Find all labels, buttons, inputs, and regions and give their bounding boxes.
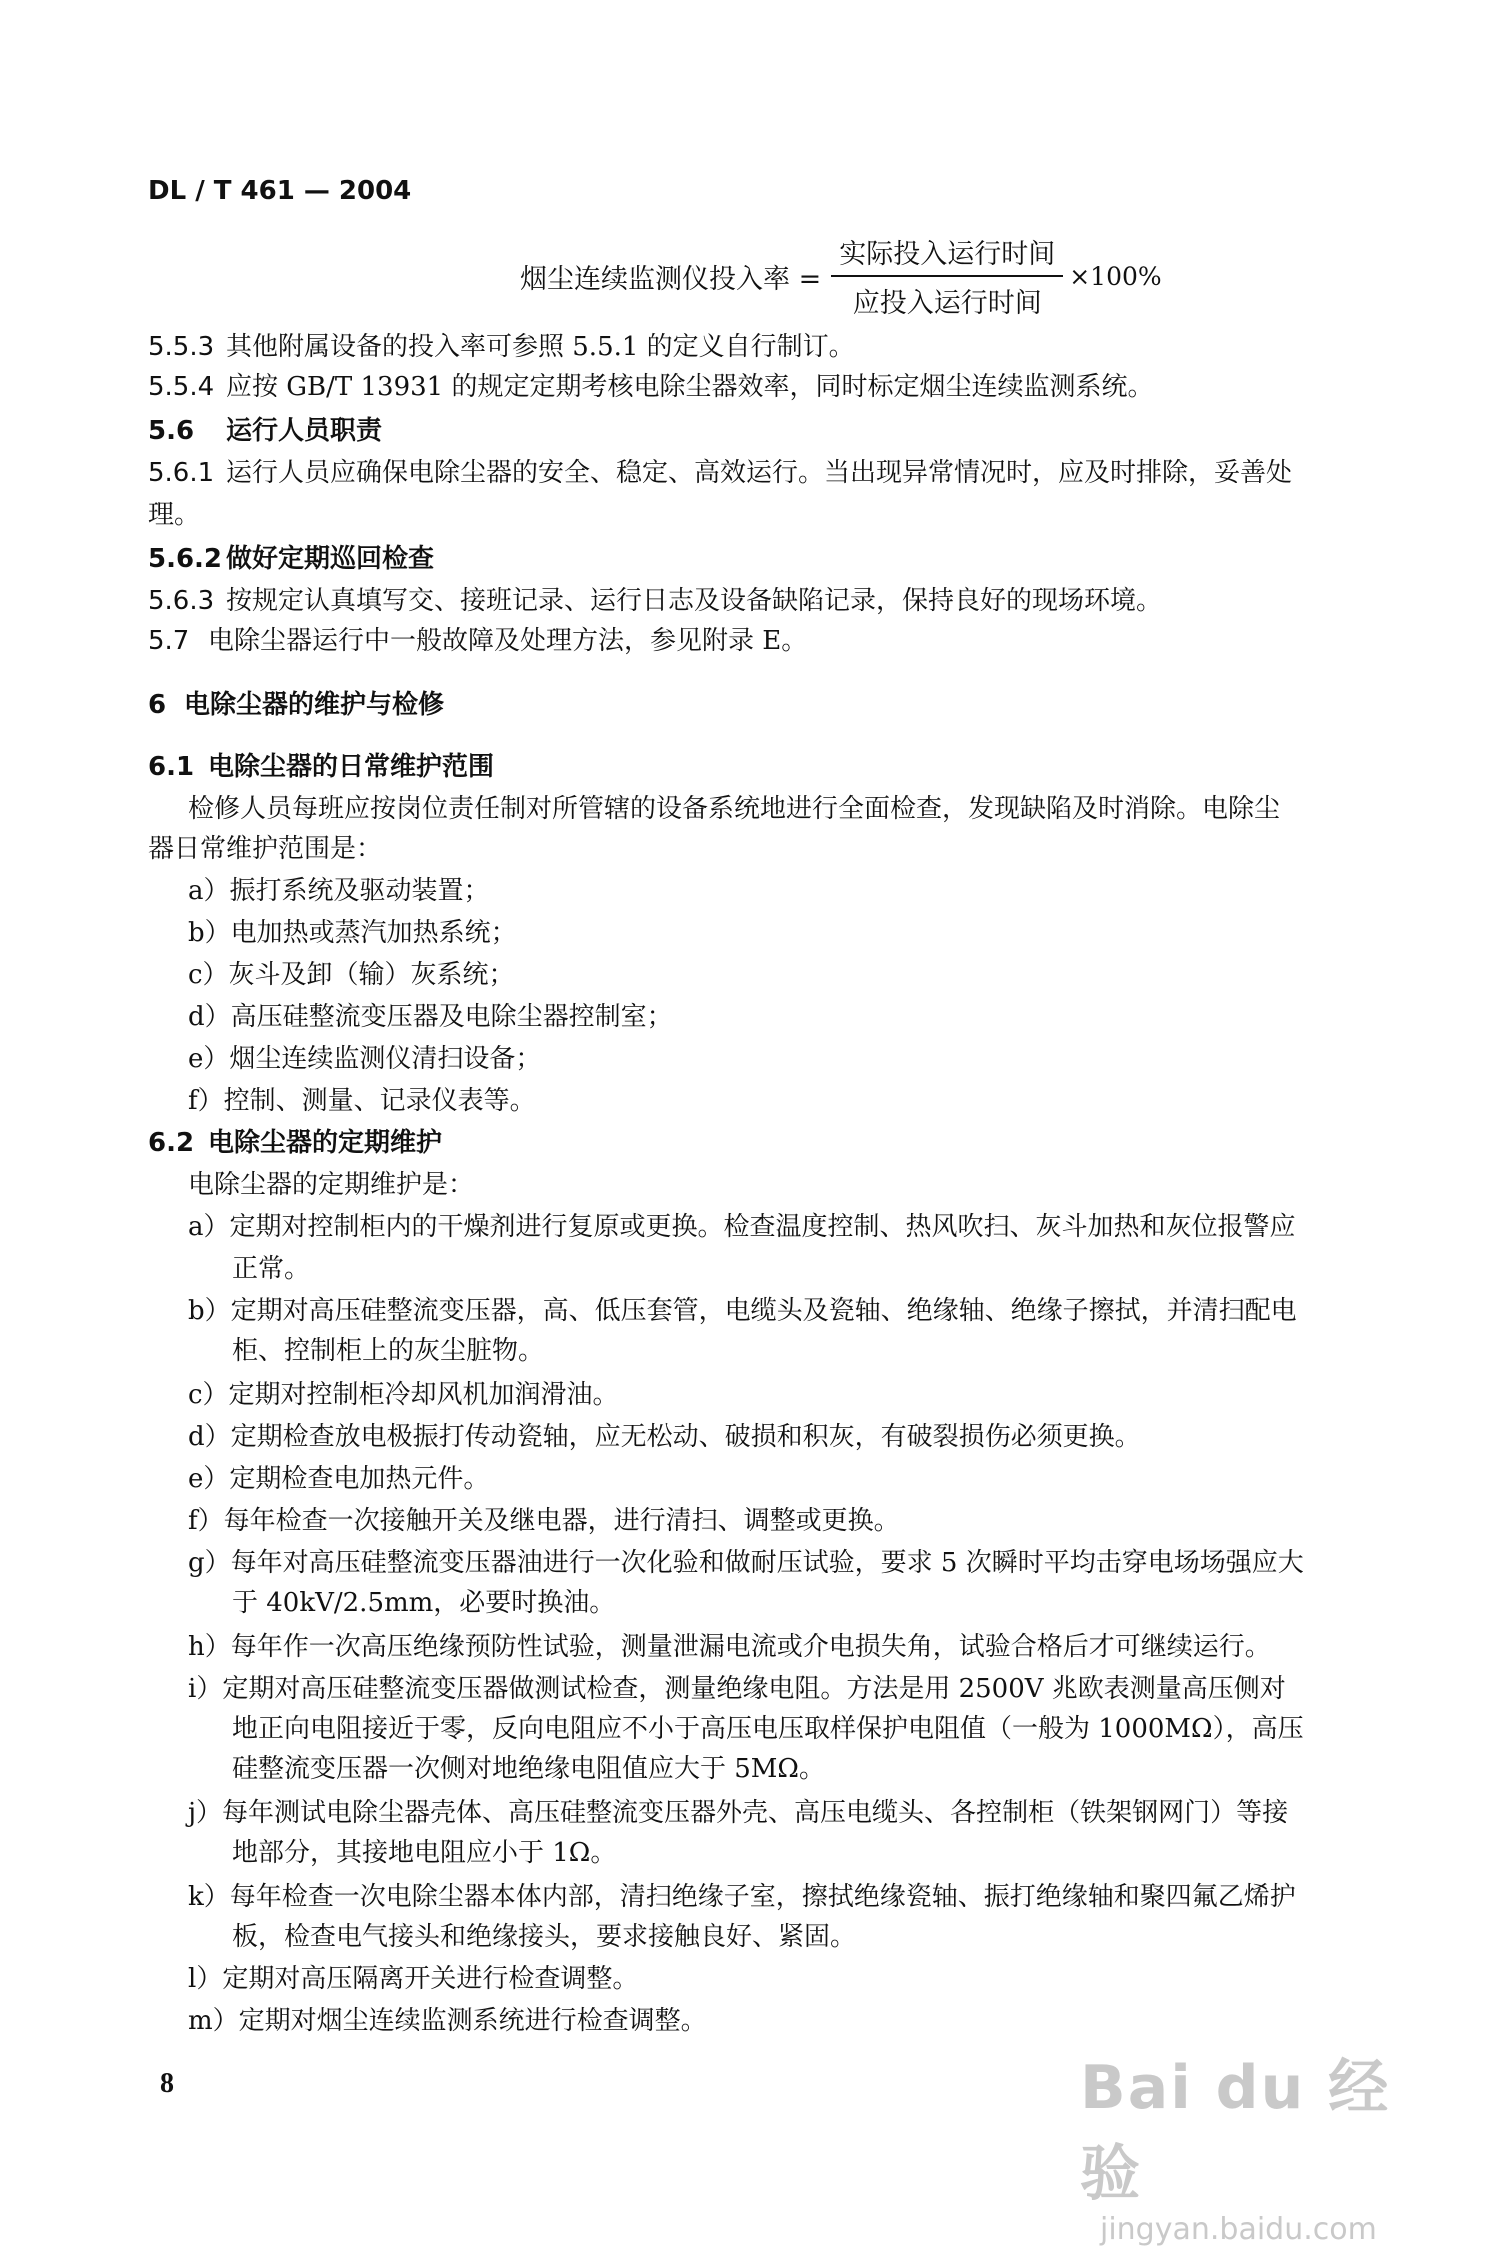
maint-item-j: j）每年测试电除尘器壳体、高压硅整流变压器外壳、高压电缆头、各控制柜（铁架钢网门）等接 [188, 1798, 1289, 1828]
paragraph-6-1: 检修人员每班应按岗位责任制对所管辖的设备系统地进行全面检查，发现缺陷及时消除。电除尘 [188, 794, 1281, 824]
clause-5-6-2: 5.6.2 做好定期巡回检查 [148, 544, 435, 574]
maint-item-a-cont: 正常。 [232, 1254, 311, 1284]
clause-5-6-3: 5.6.3 按规定认真填写交、接班记录、运行日志及设备缺陷记录，保持良好的现场环境。 [148, 586, 1163, 616]
maint-item-h: h）每年作一次高压绝缘预防性试验，测量泄漏电流或介电损失角，试验合格后才可继续运行。 [188, 1632, 1271, 1662]
maint-item-b-cont: 柜、控制柜上的灰尘脏物。 [232, 1336, 545, 1366]
maint-item-e: e）定期检查电加热元件。 [188, 1464, 490, 1494]
maint-item-k-cont: 板，检查电气接头和绝缘接头，要求接触良好、紧固。 [232, 1922, 857, 1952]
paragraph-6-1-cont: 器日常维护范围是： [148, 834, 383, 864]
maint-item-i-cont2: 硅整流变压器一次侧对地绝缘电阻值应大于 5MΩ。 [232, 1754, 825, 1784]
watermark [1080, 2040, 1420, 2247]
formula-fraction [831, 232, 1063, 320]
section-6-heading: 6 电除尘器的维护与检修 [148, 690, 445, 720]
watermark-url: jingyan.baidu.com [1100, 2212, 1377, 2247]
maint-item-l: l）定期对高压隔离开关进行检查调整。 [188, 1964, 639, 1994]
maint-item-c: c）定期对控制柜冷却风机加润滑油。 [188, 1380, 619, 1410]
watermark-logo: Bai du 经验 [1080, 2053, 1391, 2209]
clause-5-6-1-cont: 理。 [148, 500, 201, 530]
paragraph-6-2: 电除尘器的定期维护是： [188, 1170, 475, 1200]
clause-6-2-heading: 6.2 电除尘器的定期维护 [148, 1128, 443, 1158]
list-item-b: b）电加热或蒸汽加热系统； [188, 918, 517, 948]
clause-6-1-heading: 6.1 电除尘器的日常维护范围 [148, 752, 495, 782]
maint-item-j-cont: 地部分，其接地电阻应小于 1Ω。 [232, 1838, 617, 1868]
maint-item-g-cont: 于 40kV/2.5mm，必要时换油。 [232, 1588, 616, 1618]
formula [520, 232, 1162, 320]
formula-multiplier: ×100% [1069, 261, 1162, 291]
formula-numerator: 实际投入运行时间 [831, 232, 1063, 277]
list-item-c: c）灰斗及卸（输）灰系统； [188, 960, 515, 990]
maint-item-m: m）定期对烟尘连续监测系统进行检查调整。 [188, 2006, 707, 2036]
clause-5-5-3: 5.5.3 其他附属设备的投入率可参照 5.5.1 的定义自行制订。 [148, 332, 855, 362]
maint-item-d: d）定期检查放电极振打传动瓷轴，应无松动、破损和积灰，有破裂损伤必须更换。 [188, 1422, 1141, 1452]
maint-item-k: k）每年检查一次电除尘器本体内部，清扫绝缘子室，擦拭绝缘瓷轴、振打绝缘轴和聚四氟乙烯护 [188, 1882, 1296, 1912]
maint-item-b: b）定期对高压硅整流变压器，高、低压套管，电缆头及瓷轴、绝缘轴、绝缘子擦拭，并清扫配电 [188, 1296, 1297, 1326]
list-item-d: d）高压硅整流变压器及电除尘器控制室； [188, 1002, 673, 1032]
list-item-a: a）振打系统及驱动装置； [188, 876, 490, 906]
maint-item-i-cont1: 地正向电阻接近于零，反向电阻应不小于高压电压取样保护电阻值（一般为 1000MΩ），高压 [232, 1714, 1304, 1744]
maint-item-i: i）定期对高压硅整流变压器做测试检查，测量绝缘电阻。方法是用 2500V 兆欧表测量高压侧对 [188, 1674, 1286, 1704]
maint-item-f: f）每年检查一次接触开关及继电器，进行清扫、调整或更换。 [188, 1506, 900, 1536]
formula-lhs: 烟尘连续监测仪投入率 = [520, 263, 822, 295]
standard-header: DL / T 461 — 2004 [148, 176, 412, 206]
clause-5-7: 5.7 电除尘器运行中一般故障及处理方法，参见附录 E。 [148, 626, 808, 656]
maint-item-g: g）每年对高压硅整流变压器油进行一次化验和做耐压试验，要求 5 次瞬时平均击穿电场场强应大 [188, 1548, 1304, 1578]
clause-5-5-4: 5.5.4 应按 GB/T 13931 的规定定期考核电除尘器效率，同时标定烟尘连续监测系统。 [148, 372, 1154, 402]
clause-5-6-heading: 5.6 运行人员职责 [148, 416, 383, 446]
page-number: 8 [160, 2068, 174, 2099]
list-item-e: e）烟尘连续监测仪清扫设备； [188, 1044, 542, 1074]
list-item-f: f）控制、测量、记录仪表等。 [188, 1086, 536, 1116]
clause-5-6-1: 5.6.1 运行人员应确保电除尘器的安全、稳定、高效运行。当出现异常情况时，应及时排除，妥善处 [148, 458, 1293, 488]
formula-denominator: 应投入运行时间 [852, 288, 1042, 319]
maint-item-a: a）定期对控制柜内的干燥剂进行复原或更换。检查温度控制、热风吹扫、灰斗加热和灰位报警应 [188, 1212, 1296, 1242]
